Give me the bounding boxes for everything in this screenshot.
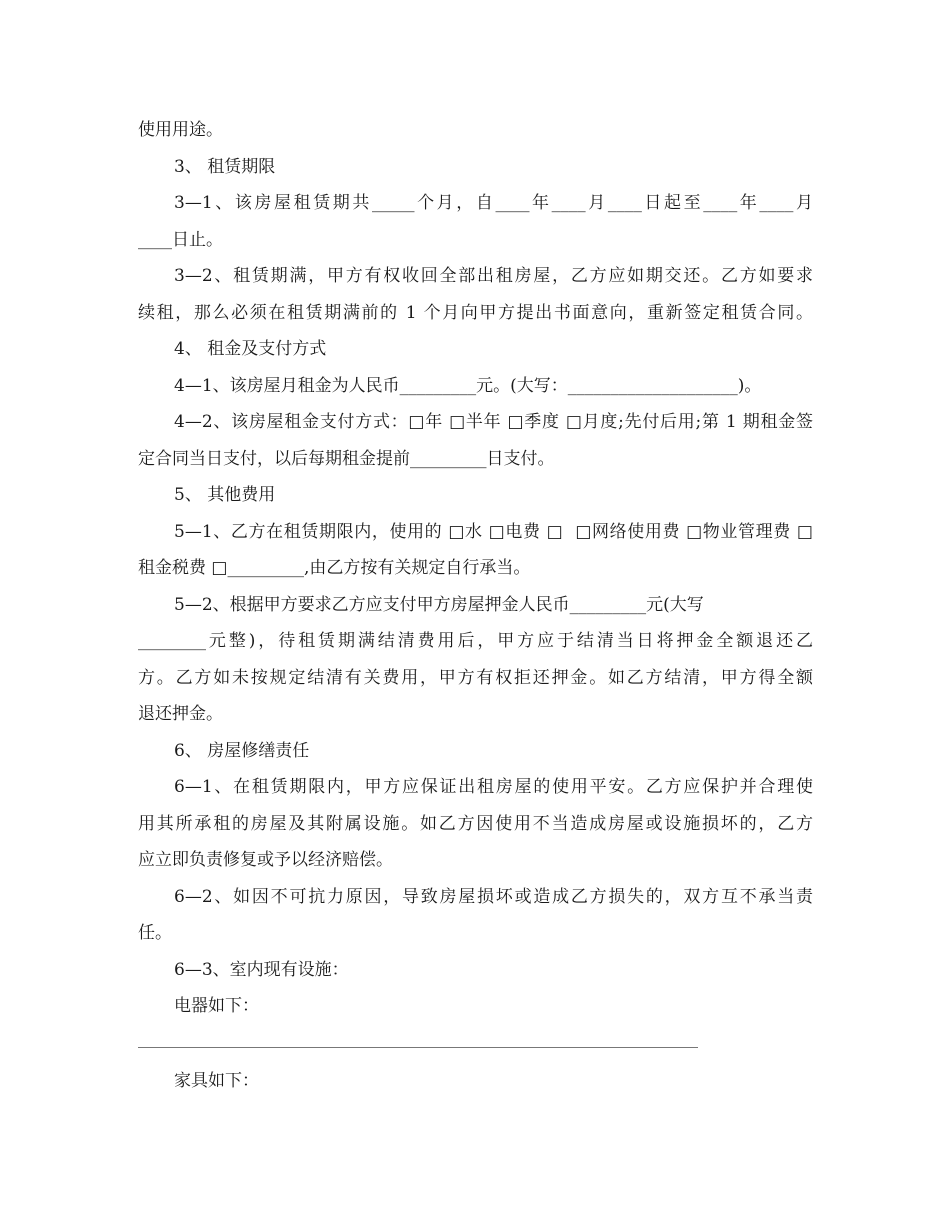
- horizontal-rule: [138, 1047, 698, 1048]
- clause-6-1-line-2: 用其所承租的房屋及其附属设施。如乙方因使用不当造成房屋或设施损坏的，乙方: [138, 813, 813, 834]
- clause-6-1-line-1: 6—1、在租赁期限内，甲方应保证出租房屋的使用平安。乙方应保护并合理使: [174, 777, 813, 797]
- clause-5-2-line-4: 退还押金。: [138, 704, 223, 724]
- clause-3-1-line-2: ____日止。: [138, 229, 223, 250]
- clause-4-1: 4—1、该房屋月租金为人民币_________元。(大写：____________________)。: [174, 375, 762, 396]
- clause-5-2-line-3: 方。乙方如未按规定结清有关费用，甲方有权拒还押金。如乙方结清，甲方得全额: [138, 667, 813, 688]
- clause-5-1-line-2: 租金税费 □_________,由乙方按有关规定自行承当。: [138, 558, 531, 578]
- clause-3-1-line-1: 3—1、该房屋租赁期共_____个月，自____年____月____日起至____年____月: [174, 193, 813, 213]
- contract-body: [138, 112, 813, 1099]
- section-4-heading: 4、 租金及支付方式: [174, 339, 327, 359]
- clause-5-2-line-1: 5—2、根据甲方要求乙方应支付甲方房屋押金人民币_________元(大写: [174, 594, 704, 615]
- furniture-label: 家具如下：: [174, 1070, 259, 1091]
- clause-6-2-line-1: 6—2、如因不可抗力原因，导致房屋损坏或造成乙方损失的，双方互不承当责: [174, 886, 813, 907]
- clause-4-2-line-1: 4—2、该房屋租金支付方式：□年 □半年 □季度 □月度;先付后用;第 1 期租金签: [174, 412, 813, 432]
- appliances-fill-line: [138, 1025, 813, 1063]
- clause-3-2-line-2: 续租，那么必须在租赁期满前的 1 个月向甲方提出书面意向，重新签定租赁合同。: [138, 302, 813, 323]
- clause-6-1-line-3: 应立即负责修复或予以经济赔偿。: [138, 850, 393, 870]
- clause-6-2-line-2: 任。: [138, 923, 172, 943]
- text-line-usage-tail: 使用用途。: [138, 120, 223, 140]
- clause-5-1-line-1: 5—1、乙方在租赁期限内，使用的 □水 □电费 □ □网络使用费 □物业管理费 □: [174, 521, 813, 542]
- section-3-heading: 3、 租赁期限: [174, 156, 276, 177]
- section-5-heading: 5、 其他费用: [174, 485, 276, 505]
- clause-6-3: 6—3、室内现有设施：: [174, 959, 349, 980]
- clause-4-2-line-2: 定合同当日支付，以后每期租金提前_________日支付。: [138, 448, 555, 469]
- appliances-label: 电器如下：: [174, 996, 259, 1016]
- clause-3-2-line-1: 3—2、租赁期满，甲方有权收回全部出租房屋，乙方应如期交还。乙方如要求: [174, 266, 813, 286]
- section-6-heading: 6、 房屋修缮责任: [174, 740, 310, 761]
- clause-5-2-line-2: ________元整)，待租赁期满结清费用后，甲方应于结清当日将押金全额退还乙: [138, 631, 813, 651]
